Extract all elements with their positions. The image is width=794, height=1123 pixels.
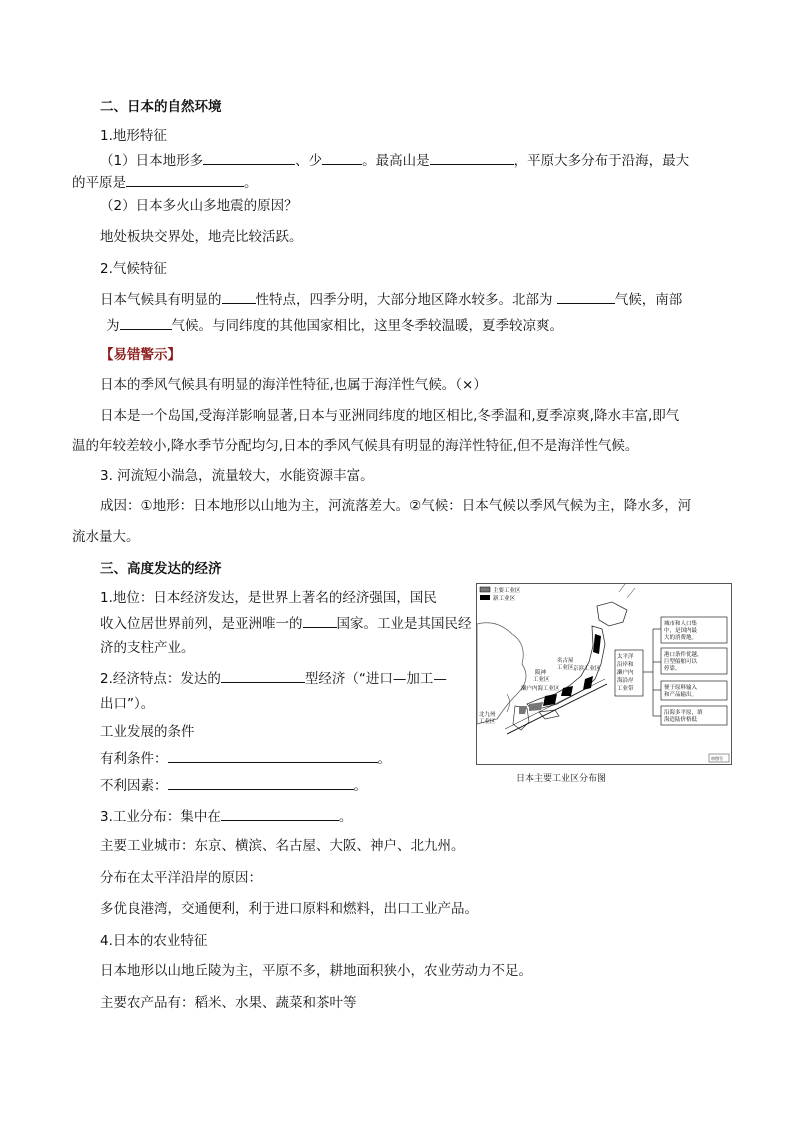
economy-status-3: 济的支柱产业。 bbox=[100, 640, 195, 656]
map-graphic bbox=[477, 584, 731, 764]
agriculture-line-1: 日本地形以山地丘陵为主，平原不多，耕地面积狭小，农业劳动力不足。 bbox=[100, 963, 532, 979]
shikoku-island bbox=[539, 710, 559, 719]
reason-2-line-2: 巨型船舶可以 bbox=[664, 659, 698, 665]
industrial-cities: 主要工业城市：东京、横滨、名古屋、大阪、神户、北九州。 bbox=[100, 838, 465, 854]
map-caption: 日本主要工业区分布图 bbox=[516, 774, 607, 784]
label-kitakyushu-2: 工业区 bbox=[479, 719, 496, 725]
hokkaido-island bbox=[597, 602, 627, 626]
economy-feature: 2.经济特点：发达的 型经济（“进口—加工— bbox=[100, 668, 447, 689]
warning-label: 【易错警示】 bbox=[100, 347, 181, 363]
rivers-title: 3. 河流短小湍急，流量较大，水能资源丰富。 bbox=[100, 468, 374, 484]
nagoya-zone bbox=[561, 686, 573, 696]
reason-1-line-1: 城市和人口集 bbox=[664, 621, 698, 627]
reason-4-line-2: 海造陆价格低 bbox=[664, 717, 698, 723]
warning-explanation-1: 日本是一个岛国,受海洋影响显著,日本与亚洲同纬度的地区相比,冬季温和,夏季凉爽,降水丰富,即气 bbox=[100, 408, 680, 424]
unfavorable-factors: 不利因素： 。 bbox=[100, 775, 367, 796]
blank-distribution[interactable] bbox=[221, 806, 339, 821]
reason-1-line-3: 大的消费地。 bbox=[664, 635, 698, 641]
terrain-question-1: （1）日本地形多 、少 。最高山是 ，平原大多分布于沿海，最大 bbox=[100, 150, 689, 171]
industry-distribution: 3.工业分布：集中在 。 bbox=[100, 806, 352, 827]
pacific-reason-question: 分布在太平洋沿岸的原因： bbox=[100, 870, 262, 886]
rivers-cause-1: 成因：①地形：日本地形以山地为主，河流落差大。②气候：日本气候以季风气候为主，降水多，河 bbox=[100, 498, 692, 514]
japan-industry-map bbox=[476, 583, 732, 765]
rivers-cause-2: 流水量大。 bbox=[72, 529, 140, 545]
reason-2-line-3: 停靠。 bbox=[664, 666, 681, 672]
belt-line-3: 濑户内 bbox=[617, 670, 634, 676]
blank-north-climate[interactable] bbox=[557, 289, 615, 304]
label-hanshin-1: 阪神 bbox=[535, 670, 547, 676]
blank-largest-plain[interactable] bbox=[126, 172, 244, 187]
warning-statement: 日本的季风气候具有明显的海洋性特征,也属于海洋性气候。（×） bbox=[100, 377, 487, 393]
belt-line-1: 太平洋 bbox=[617, 654, 634, 660]
legend-new-label: 新工业区 bbox=[493, 596, 516, 602]
belt-line-4: 海沿岸 bbox=[617, 678, 634, 684]
blank-climate-trait[interactable] bbox=[222, 289, 256, 304]
reason-3-line-2: 和产品输出。 bbox=[664, 692, 698, 698]
blank-favorable[interactable] bbox=[168, 748, 378, 763]
section-heading-nature: 二、日本的自然环境 bbox=[100, 99, 222, 115]
label-setouchi: 濑户内海工业区 bbox=[521, 686, 560, 692]
label-hanshin-2: 工业区 bbox=[533, 677, 550, 683]
blank-developed-country[interactable] bbox=[303, 613, 337, 628]
label-nagoya-1: 名古屋 bbox=[557, 658, 574, 664]
legend-new-swatch bbox=[480, 595, 490, 600]
section-heading-economy: 三、高度发达的经济 bbox=[100, 561, 222, 577]
terrain-question-2: （2）日本多火山多地震的原因？ bbox=[100, 198, 298, 214]
belt-line-2: 沿岸和 bbox=[617, 662, 634, 668]
pacific-reason-answer: 多优良港湾，交通便利，利于进口原料和燃料，出口工业产品。 bbox=[100, 901, 478, 917]
blank-terrain-few[interactable] bbox=[322, 150, 362, 165]
blank-unfavorable[interactable] bbox=[168, 775, 354, 790]
agriculture-line-2: 主要农产品有：稻米、水果、蔬菜和茶叶等 bbox=[100, 995, 357, 1011]
blank-highest-mountain[interactable] bbox=[430, 150, 514, 165]
blank-terrain-many[interactable] bbox=[203, 150, 295, 165]
reason-3-line-1: 便于原料输入 bbox=[664, 685, 698, 691]
reason-4-line-1: 沿海多平原，填 bbox=[664, 710, 703, 716]
terrain-question-1-cont: 的平原是 。 bbox=[72, 172, 258, 193]
legend-main-label: 主要工业区 bbox=[493, 588, 521, 594]
climate-line-1: 日本气候具有明显的 性特点，四季分明，大部分地区降水较多。北部为 气候，南部 bbox=[100, 289, 682, 310]
agriculture-title: 4.日本的农业特征 bbox=[100, 933, 208, 949]
economy-status-1: 1.地位：日本经济发达，是世界上著名的经济强国，国民 bbox=[100, 590, 437, 606]
blank-south-climate[interactable] bbox=[120, 315, 172, 330]
climate-line-2: 为 气候。与同纬度的其他国家相比，这里冬季较温暖，夏季较凉爽。 bbox=[106, 315, 563, 336]
map-stamp: 审图号 bbox=[711, 756, 723, 761]
favorable-conditions: 有利条件： 。 bbox=[100, 748, 391, 769]
reason-1-line-2: 中，是国内最 bbox=[664, 628, 698, 634]
belt-line-5: 工业带 bbox=[617, 686, 634, 692]
warning-explanation-2: 温的年较差较小,降水季节分配均匀,日本的季风气候具有明显的海洋性特征,但不是海洋性气候。 bbox=[72, 438, 639, 454]
label-kitakyushu-1: 北九州 bbox=[479, 712, 496, 718]
industry-conditions-title: 工业发展的条件 bbox=[100, 724, 195, 740]
kuril-islands bbox=[619, 584, 635, 598]
label-keihin: 京滨工业区 bbox=[573, 666, 601, 672]
economy-status-2: 收入位居世界前列，是亚洲唯一的 国家。工业是其国民经 bbox=[100, 613, 472, 634]
terrain-answer-2: 地处板块交界处，地壳比较活跃。 bbox=[100, 229, 303, 245]
economy-feature-cont: 出口”）。 bbox=[100, 696, 155, 712]
climate-title: 2.气候特征 bbox=[100, 261, 167, 277]
blank-economy-type[interactable] bbox=[221, 668, 305, 683]
reason-2-line-1: 港口条件优越， bbox=[664, 652, 703, 658]
legend-main-swatch bbox=[480, 587, 490, 592]
terrain-title: 1.地形特征 bbox=[100, 128, 167, 144]
label-nagoya-2: 工业区 bbox=[557, 665, 574, 671]
